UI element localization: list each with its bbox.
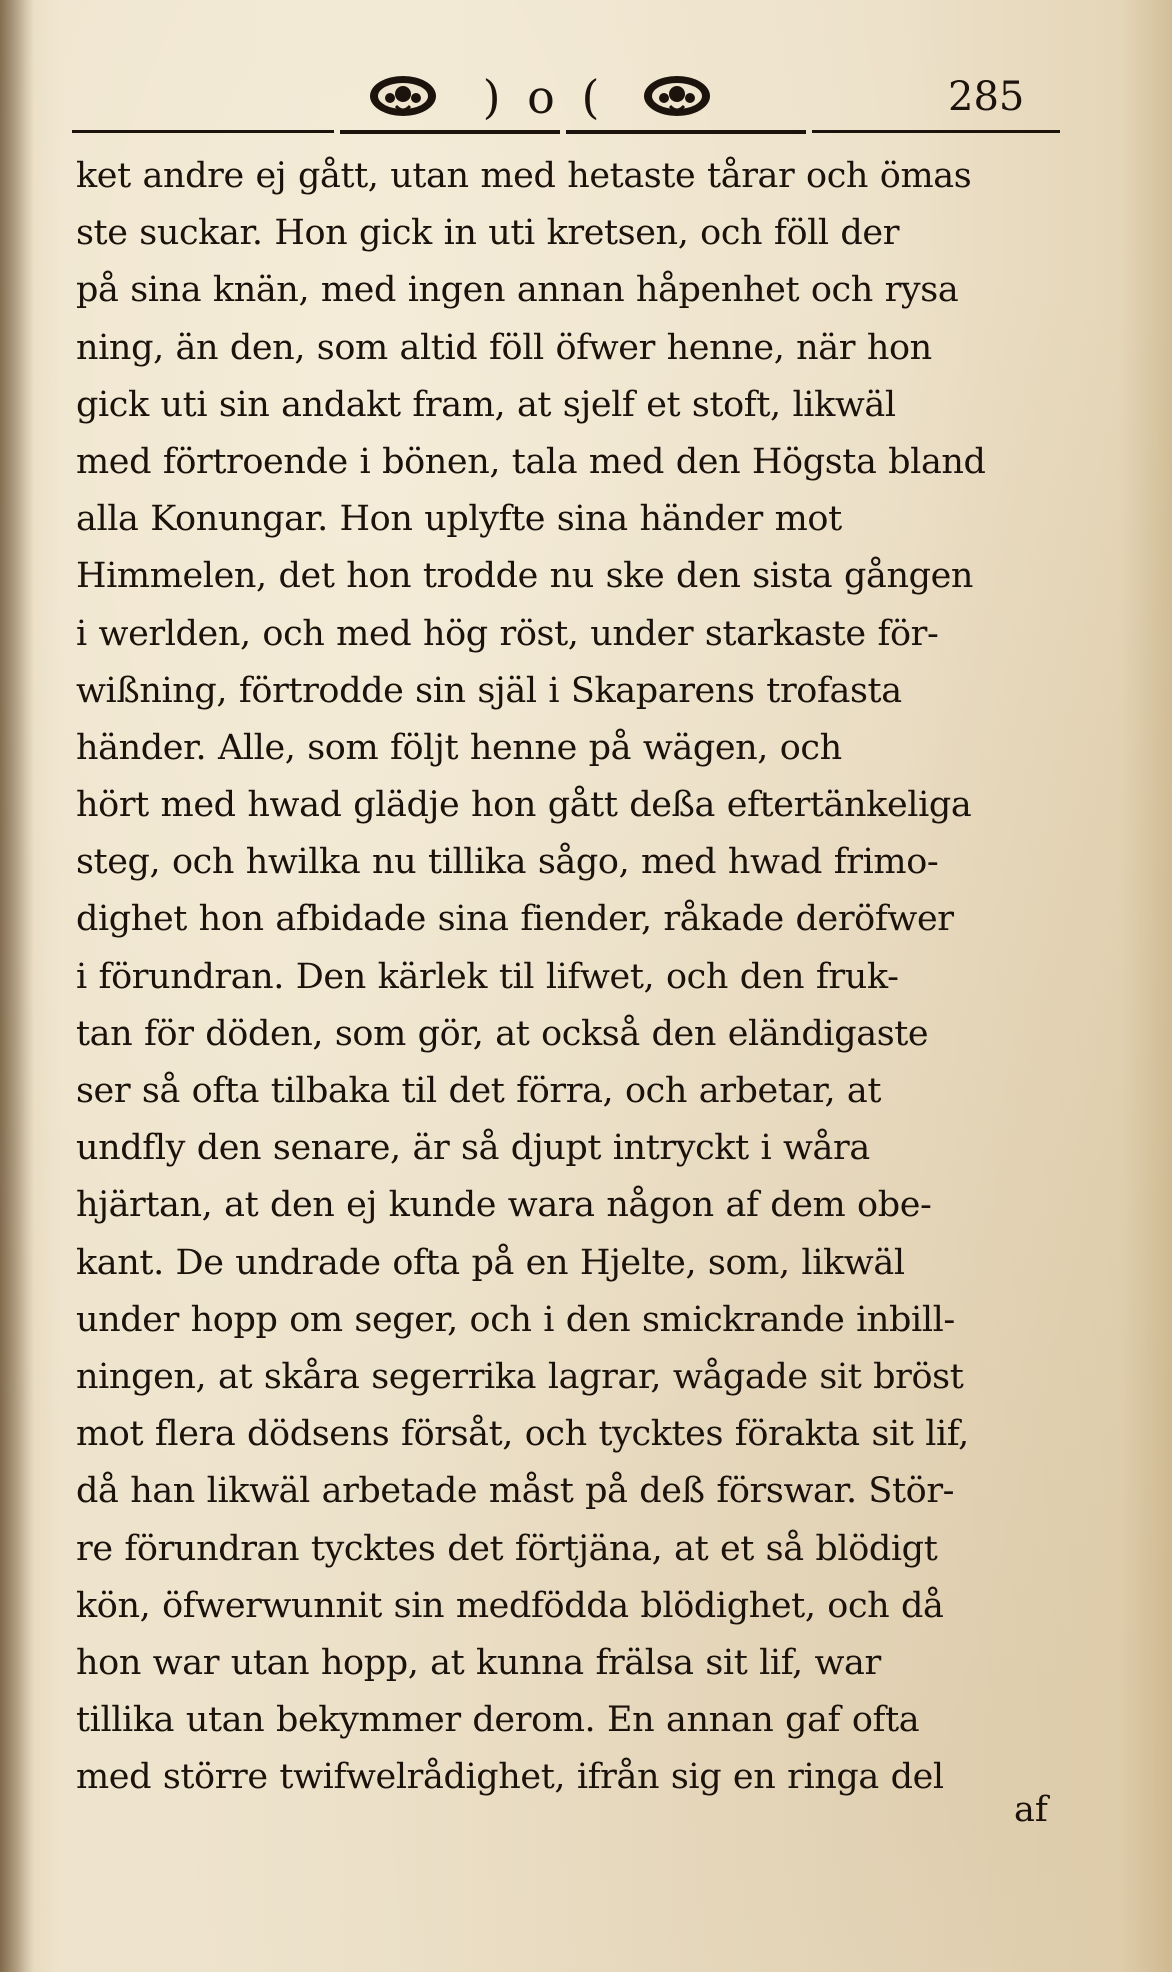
text-line: under hopp om seger, och i den smickrande inbill- bbox=[76, 1299, 955, 1340]
text-line: undfly den senare, är så djupt intryckt i wåra bbox=[76, 1128, 870, 1169]
text-line: med förtroende i bönen, tala med den Högsta bland bbox=[76, 441, 986, 482]
text-line: då han likwäl arbetade måst på deß förswar. Stör- bbox=[76, 1471, 955, 1512]
text-line: händer. Alle, som följt henne på wägen, och bbox=[76, 727, 842, 768]
header-rule bbox=[72, 130, 1060, 134]
text-line: Himmelen, det hon trodde nu ske den sista gången bbox=[76, 556, 974, 597]
text-line: tillika utan bekymmer derom. En annan gaf ofta bbox=[76, 1700, 920, 1741]
text-line: gick uti sin andakt fram, at sjelf et stoft, likwäl bbox=[76, 384, 896, 425]
body-text bbox=[76, 148, 1068, 1806]
header-ornament-text: ) o ( bbox=[482, 70, 606, 124]
text-line: på sina knän, med ingen annan håpenhet och rysa bbox=[76, 270, 959, 311]
text-line: i förundran. Den kärlek til lifwet, och den fruk- bbox=[76, 956, 899, 997]
text-line: ser så ofta tilbaka til det förra, och arbetar, at bbox=[76, 1071, 882, 1111]
catchword: af bbox=[1014, 1790, 1048, 1830]
text-line: dighet hon afbidade sina fiender, råkade deröfwer bbox=[76, 899, 954, 940]
text-line: ket andre ej gått, utan med hetaste tårar och ömas bbox=[76, 156, 972, 196]
text-line: hört med hwad glädje hon gått deßa eftertänkeliga bbox=[76, 785, 972, 826]
floral-ornament-icon bbox=[366, 72, 440, 120]
text-line: hon war utan hopp, at kunna frälsa sit lif, war bbox=[76, 1642, 881, 1683]
text-line: re förundran tycktes det förtjäna, at et så blödigt bbox=[76, 1528, 938, 1569]
text-line: i werlden, och med hög röst, under starkaste för- bbox=[76, 613, 939, 654]
binding-gutter-shadow bbox=[0, 0, 34, 1972]
text-line: ste suckar. Hon gick in uti kretsen, och föll der bbox=[76, 213, 900, 254]
text-line: kant. De undrade ofta på en Hjelte, som, likwäl bbox=[76, 1242, 905, 1283]
page-header bbox=[0, 64, 1172, 134]
page-number: 285 bbox=[948, 74, 1025, 120]
text-line: steg, och hwilka nu tillika sågo, med hwad frimo- bbox=[76, 842, 939, 883]
text-line: med större twifwelrådighet, ifrån sig en ringa del bbox=[76, 1757, 944, 1798]
text-line: ningen, at skåra segerrika lagrar, wågade sit bröst bbox=[76, 1356, 964, 1397]
text-line: wißning, förtrodde sin själ i Skaparens trofasta bbox=[76, 670, 902, 711]
text-line: kön, öfwerwunnit sin medfödda blödighet, och då bbox=[76, 1585, 944, 1626]
text-line: hjärtan, at den ej kunde wara någon af dem obe- bbox=[76, 1185, 932, 1226]
text-line: ning, än den, som altid föll öfwer henne, när hon bbox=[76, 327, 932, 368]
floral-ornament-icon bbox=[640, 72, 714, 120]
text-line: tan för döden, som gör, at också den eländigaste bbox=[76, 1013, 929, 1054]
text-line: alla Konungar. Hon uplyfte sina händer mot bbox=[76, 499, 842, 540]
text-line: mot flera dödsens försåt, och tycktes förakta sit lif, bbox=[76, 1414, 969, 1455]
